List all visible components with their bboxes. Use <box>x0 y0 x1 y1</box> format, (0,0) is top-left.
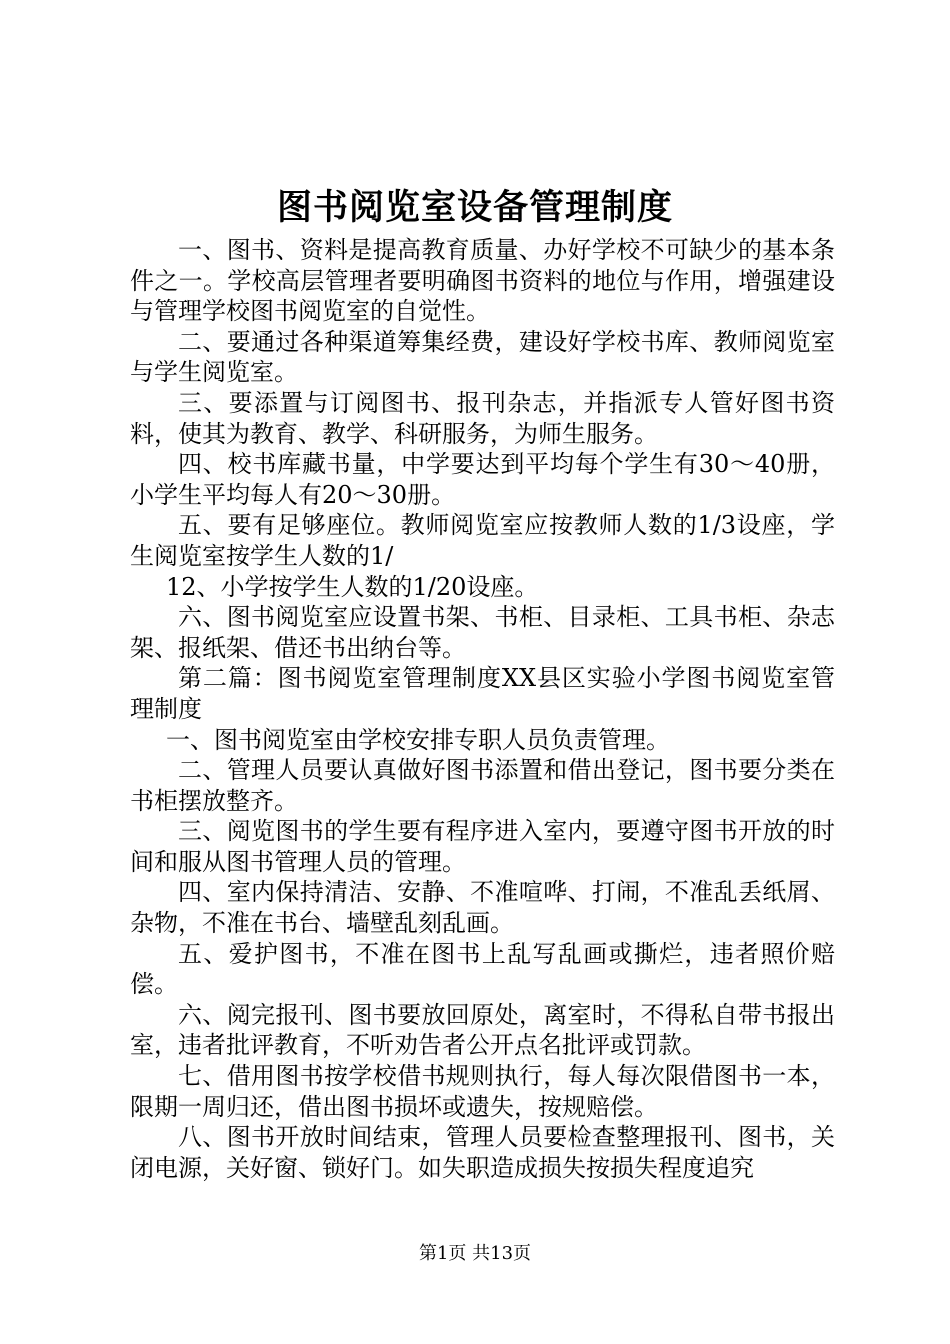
paragraph-1: 一、图书、资料是提高教育质量、办好学校不可缺少的基本条件之一。学校高层管理者要明确图书资料的地位与作用，增强建设与管理学校图书阅览室的自觉性。 <box>130 236 835 326</box>
paragraph-14: 七、借用图书按学校借书规则执行，每人每次限借图书一本，限期一周归还，借出图书损坏或遗失，按规赔偿。 <box>130 1062 835 1121</box>
paragraph-7: 六、图书阅览室应设置书架、书柜、目录柜、工具书柜、杂志架、报纸架、借还书出纳台等。 <box>130 603 835 662</box>
paragraph-10: 三、阅览图书的学生要有程序进入室内，要遵守图书开放的时间和服从图书管理人员的管理。 <box>130 817 835 876</box>
paragraph-11: 四、室内保持清洁、安静、不准喧哗、打闹，不准乱丢纸屑、杂物，不准在书台、墙壁乱刻乱画。 <box>130 878 835 938</box>
paragraph-6: 12、小学按学生人数的1/20设座。 <box>166 572 539 601</box>
document-body <box>130 235 835 1183</box>
paragraph-8: 一、图书阅览室由学校安排专职人员负责管理。 <box>166 725 670 754</box>
paragraph-13: 六、阅完报刊、图书要放回原处，离室时，不得私自带书报出室，违者批评教育，不听劝告者公开点名批评或罚款。 <box>130 1000 835 1060</box>
section-heading: 第二篇：图书阅览室管理制度XX县区实验小学图书阅览室管理制度 <box>130 664 835 723</box>
paragraph-5: 五、要有足够座位。教师阅览室应按教师人数的1/3设座，学生阅览室按学生人数的1/ <box>130 511 835 570</box>
paragraph-4: 四、校书库藏书量，中学要达到平均每个学生有30～40册，小学生平均每人有20～30册。 <box>130 450 835 509</box>
paragraph-15: 八、图书开放时间结束，管理人员要检查整理报刊、图书，关闭电源，关好窗、锁好门。如失职造成损失按损失程度追究 <box>130 1123 835 1182</box>
paragraph-12: 五、爱护图书，不准在图书上乱写乱画或撕烂，违者照价赔偿。 <box>130 939 835 999</box>
document-title: 图书阅览室设备管理制度 <box>276 187 673 228</box>
paragraph-2: 二、要通过各种渠道筹集经费，建设好学校书库、教师阅览室与学生阅览室。 <box>130 327 835 387</box>
paragraph-3: 三、要添置与订阅图书、报刊杂志，并指派专人管好图书资料，使其为教育、教学、科研服务，为师生服务。 <box>130 388 835 448</box>
paragraph-9: 二、管理人员要认真做好图书添置和借出登记，图书要分类在书柜摆放整齐。 <box>130 756 835 815</box>
page-footer: 第1页 共13页 <box>418 1243 532 1264</box>
